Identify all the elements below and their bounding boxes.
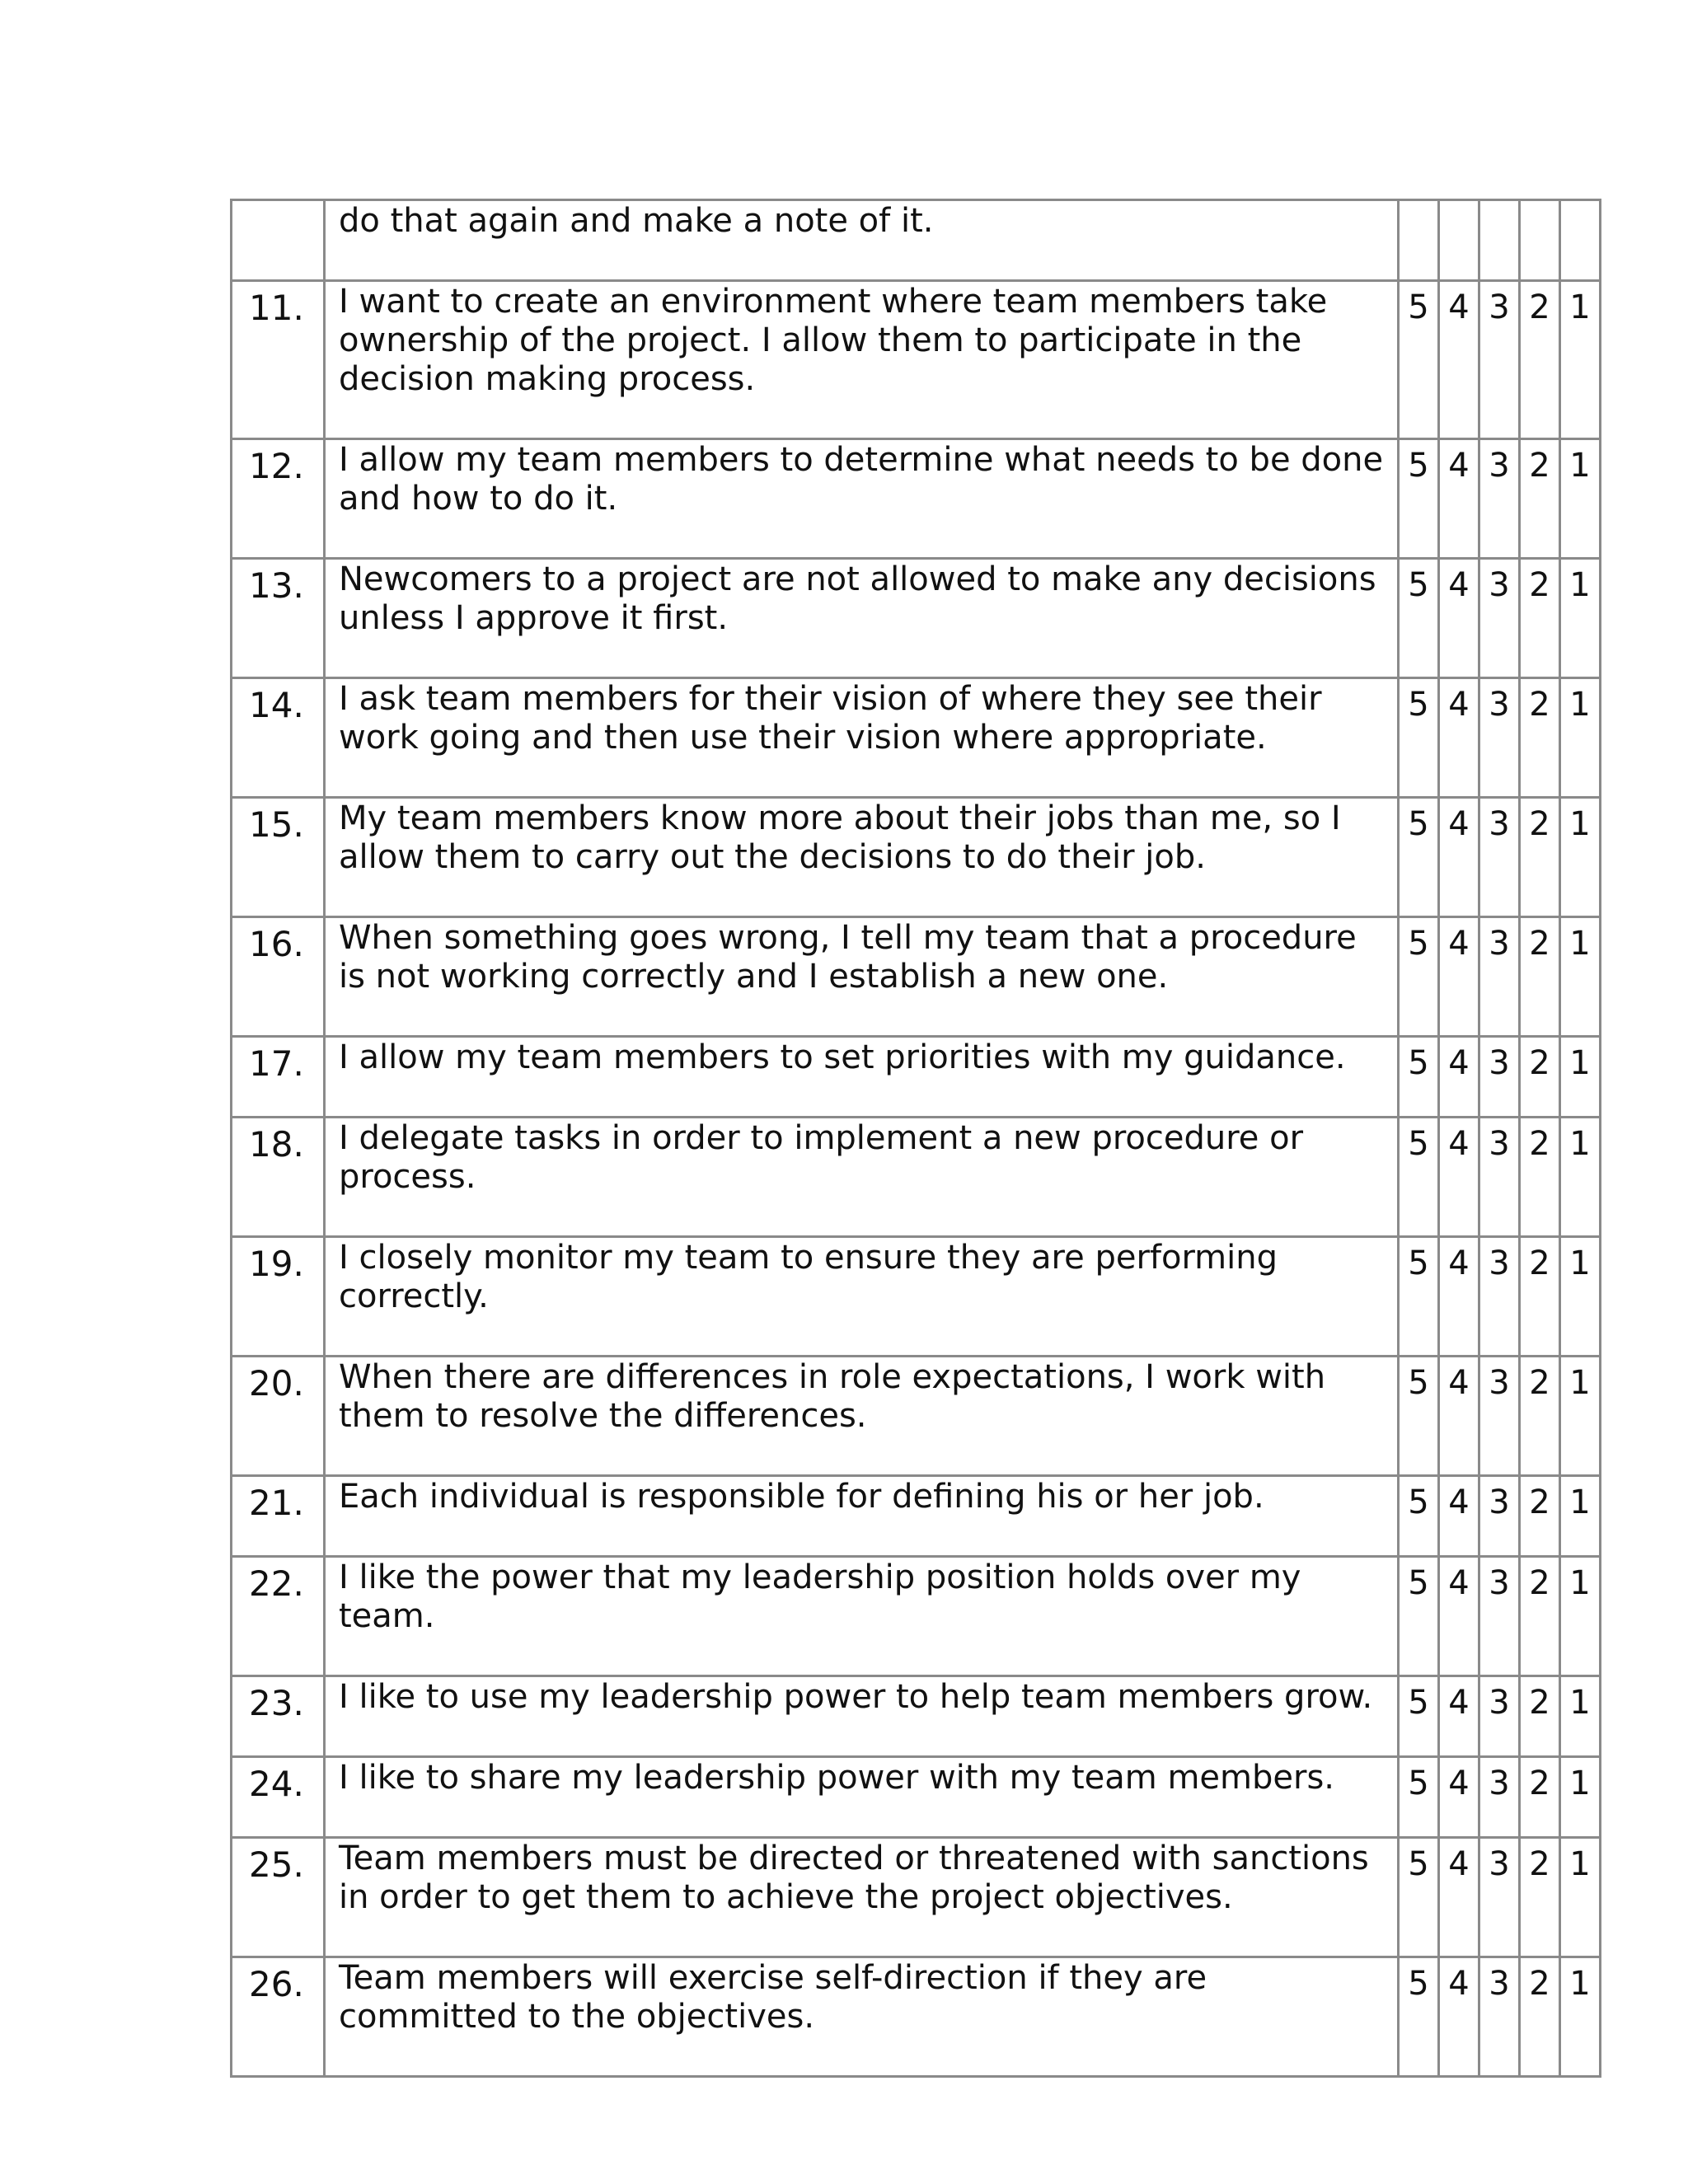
item-number: 22. — [232, 1557, 325, 1676]
rating-option-5[interactable]: 5 — [1399, 1357, 1439, 1476]
rating-option-1[interactable]: 1 — [1560, 1557, 1601, 1676]
item-number: 14. — [232, 678, 325, 798]
rating-option-2[interactable]: 2 — [1520, 559, 1560, 678]
rating-option-4[interactable]: 4 — [1439, 1557, 1479, 1676]
item-number — [232, 200, 325, 281]
rating-option-4[interactable]: 4 — [1439, 281, 1479, 439]
item-statement: I closely monitor my team to ensure they are performing correctly. — [325, 1237, 1399, 1357]
rating-option-5[interactable]: 5 — [1399, 559, 1439, 678]
rating-option-2[interactable]: 2 — [1520, 1357, 1560, 1476]
item-number: 24. — [232, 1757, 325, 1838]
rating-option-1[interactable]: 1 — [1560, 439, 1601, 559]
rating-option-4[interactable]: 4 — [1439, 1838, 1479, 1957]
rating-option-1[interactable]: 1 — [1560, 1476, 1601, 1557]
item-number: 17. — [232, 1037, 325, 1118]
survey-item-row — [232, 1838, 1601, 1957]
item-statement: do that again and make a note of it. — [325, 200, 1399, 281]
rating-option-5[interactable]: 5 — [1399, 1957, 1439, 2077]
survey-item-row — [232, 1037, 1601, 1118]
rating-cell-empty — [1479, 200, 1520, 281]
rating-option-2[interactable]: 2 — [1520, 1237, 1560, 1357]
rating-option-3[interactable]: 3 — [1479, 559, 1520, 678]
item-statement: When something goes wrong, I tell my team that a procedure is not working correctly and I establish a new one. — [325, 917, 1399, 1037]
survey-table — [230, 199, 1601, 2078]
rating-option-2[interactable]: 2 — [1520, 281, 1560, 439]
rating-option-4[interactable]: 4 — [1439, 1757, 1479, 1838]
rating-option-2[interactable]: 2 — [1520, 1476, 1560, 1557]
item-number: 18. — [232, 1118, 325, 1237]
rating-option-1[interactable]: 1 — [1560, 1838, 1601, 1957]
rating-option-4[interactable]: 4 — [1439, 1957, 1479, 2077]
item-statement: I want to create an environment where team members take ownership of the project. I allow them to participate in the decision making process. — [325, 281, 1399, 439]
rating-option-4[interactable]: 4 — [1439, 1676, 1479, 1757]
rating-option-5[interactable]: 5 — [1399, 1676, 1439, 1757]
rating-option-3[interactable]: 3 — [1479, 1957, 1520, 2077]
survey-item-row — [232, 1557, 1601, 1676]
rating-option-5[interactable]: 5 — [1399, 1838, 1439, 1957]
rating-option-5[interactable]: 5 — [1399, 1757, 1439, 1838]
rating-cell-empty — [1439, 200, 1479, 281]
item-statement: My team members know more about their jobs than me, so I allow them to carry out the decisions to do their job. — [325, 798, 1399, 917]
rating-option-5[interactable]: 5 — [1399, 1476, 1439, 1557]
item-statement: I ask team members for their vision of where they see their work going and then use their vision where appropriate. — [325, 678, 1399, 798]
rating-option-2[interactable]: 2 — [1520, 1957, 1560, 2077]
rating-option-4[interactable]: 4 — [1439, 439, 1479, 559]
rating-option-3[interactable]: 3 — [1479, 798, 1520, 917]
rating-option-1[interactable]: 1 — [1560, 798, 1601, 917]
rating-option-2[interactable]: 2 — [1520, 1118, 1560, 1237]
rating-option-5[interactable]: 5 — [1399, 1118, 1439, 1237]
rating-cell-empty — [1399, 200, 1439, 281]
item-number: 15. — [232, 798, 325, 917]
item-statement: I delegate tasks in order to implement a new procedure or process. — [325, 1118, 1399, 1237]
survey-item-row — [232, 439, 1601, 559]
item-statement: Team members will exercise self-direction if they are committed to the objectives. — [325, 1957, 1399, 2077]
survey-item-row — [232, 798, 1601, 917]
item-statement: Team members must be directed or threatened with sanctions in order to get them to achieve the project objectives. — [325, 1838, 1399, 1957]
rating-option-3[interactable]: 3 — [1479, 678, 1520, 798]
rating-option-1[interactable]: 1 — [1560, 1757, 1601, 1838]
rating-option-1[interactable]: 1 — [1560, 559, 1601, 678]
survey-item-row — [232, 678, 1601, 798]
item-statement: I like to use my leadership power to help team members grow. — [325, 1676, 1399, 1757]
rating-option-3[interactable]: 3 — [1479, 439, 1520, 559]
item-statement: I like the power that my leadership position holds over my team. — [325, 1557, 1399, 1676]
rating-option-4[interactable]: 4 — [1439, 1476, 1479, 1557]
rating-option-5[interactable]: 5 — [1399, 1237, 1439, 1357]
item-number: 11. — [232, 281, 325, 439]
rating-option-1[interactable]: 1 — [1560, 1357, 1601, 1476]
rating-option-5[interactable]: 5 — [1399, 1557, 1439, 1676]
rating-option-1[interactable]: 1 — [1560, 1237, 1601, 1357]
rating-option-4[interactable]: 4 — [1439, 1357, 1479, 1476]
rating-option-2[interactable]: 2 — [1520, 1838, 1560, 1957]
rating-option-3[interactable]: 3 — [1479, 1476, 1520, 1557]
rating-option-3[interactable]: 3 — [1479, 1237, 1520, 1357]
item-number: 19. — [232, 1237, 325, 1357]
rating-option-3[interactable]: 3 — [1479, 1838, 1520, 1957]
rating-option-1[interactable]: 1 — [1560, 1118, 1601, 1237]
item-statement: Each individual is responsible for defining his or her job. — [325, 1476, 1399, 1557]
rating-cell-empty — [1520, 200, 1560, 281]
continuation-row — [232, 200, 1601, 281]
item-number: 13. — [232, 559, 325, 678]
survey-item-row — [232, 281, 1601, 439]
rating-option-3[interactable]: 3 — [1479, 1557, 1520, 1676]
rating-option-4[interactable]: 4 — [1439, 1237, 1479, 1357]
rating-option-3[interactable]: 3 — [1479, 1037, 1520, 1118]
survey-item-row — [232, 559, 1601, 678]
rating-option-3[interactable]: 3 — [1479, 1357, 1520, 1476]
rating-option-4[interactable]: 4 — [1439, 559, 1479, 678]
item-statement: I allow my team members to set priorities with my guidance. — [325, 1037, 1399, 1118]
rating-option-4[interactable]: 4 — [1439, 1118, 1479, 1237]
rating-option-1[interactable]: 1 — [1560, 678, 1601, 798]
rating-option-3[interactable]: 3 — [1479, 1676, 1520, 1757]
rating-option-1[interactable]: 1 — [1560, 281, 1601, 439]
item-number: 21. — [232, 1476, 325, 1557]
item-number: 12. — [232, 439, 325, 559]
item-statement: Newcomers to a project are not allowed to make any decisions unless I approve it first. — [325, 559, 1399, 678]
rating-option-5[interactable]: 5 — [1399, 798, 1439, 917]
rating-option-2[interactable]: 2 — [1520, 1037, 1560, 1118]
survey-item-row — [232, 1476, 1601, 1557]
rating-option-3[interactable]: 3 — [1479, 917, 1520, 1037]
item-number: 25. — [232, 1838, 325, 1957]
rating-option-1[interactable]: 1 — [1560, 1957, 1601, 2077]
survey-item-row — [232, 1357, 1601, 1476]
rating-option-3[interactable]: 3 — [1479, 1757, 1520, 1838]
item-statement: I like to share my leadership power with my team members. — [325, 1757, 1399, 1838]
item-statement: I allow my team members to determine what needs to be done and how to do it. — [325, 439, 1399, 559]
rating-option-3[interactable]: 3 — [1479, 1118, 1520, 1237]
rating-option-2[interactable]: 2 — [1520, 1757, 1560, 1838]
survey-item-row — [232, 1957, 1601, 2077]
rating-option-5[interactable]: 5 — [1399, 439, 1439, 559]
rating-option-2[interactable]: 2 — [1520, 678, 1560, 798]
item-statement: When there are differences in role expectations, I work with them to resolve the differences. — [325, 1357, 1399, 1476]
rating-option-2[interactable]: 2 — [1520, 798, 1560, 917]
rating-option-4[interactable]: 4 — [1439, 1037, 1479, 1118]
rating-option-4[interactable]: 4 — [1439, 917, 1479, 1037]
rating-option-2[interactable]: 2 — [1520, 917, 1560, 1037]
rating-option-3[interactable]: 3 — [1479, 281, 1520, 439]
rating-cell-empty — [1560, 200, 1601, 281]
rating-option-1[interactable]: 1 — [1560, 1037, 1601, 1118]
survey-item-row — [232, 1118, 1601, 1237]
rating-option-4[interactable]: 4 — [1439, 678, 1479, 798]
rating-option-5[interactable]: 5 — [1399, 1037, 1439, 1118]
rating-option-1[interactable]: 1 — [1560, 1676, 1601, 1757]
rating-option-5[interactable]: 5 — [1399, 917, 1439, 1037]
rating-option-2[interactable]: 2 — [1520, 439, 1560, 559]
rating-option-1[interactable]: 1 — [1560, 917, 1601, 1037]
rating-option-2[interactable]: 2 — [1520, 1557, 1560, 1676]
rating-option-5[interactable]: 5 — [1399, 281, 1439, 439]
rating-option-5[interactable]: 5 — [1399, 678, 1439, 798]
survey-item-row — [232, 1757, 1601, 1838]
survey-item-row — [232, 1676, 1601, 1757]
item-number: 20. — [232, 1357, 325, 1476]
rating-option-4[interactable]: 4 — [1439, 798, 1479, 917]
survey-item-row — [232, 917, 1601, 1037]
item-number: 16. — [232, 917, 325, 1037]
item-number: 23. — [232, 1676, 325, 1757]
rating-option-2[interactable]: 2 — [1520, 1676, 1560, 1757]
survey-item-row — [232, 1237, 1601, 1357]
item-number: 26. — [232, 1957, 325, 2077]
